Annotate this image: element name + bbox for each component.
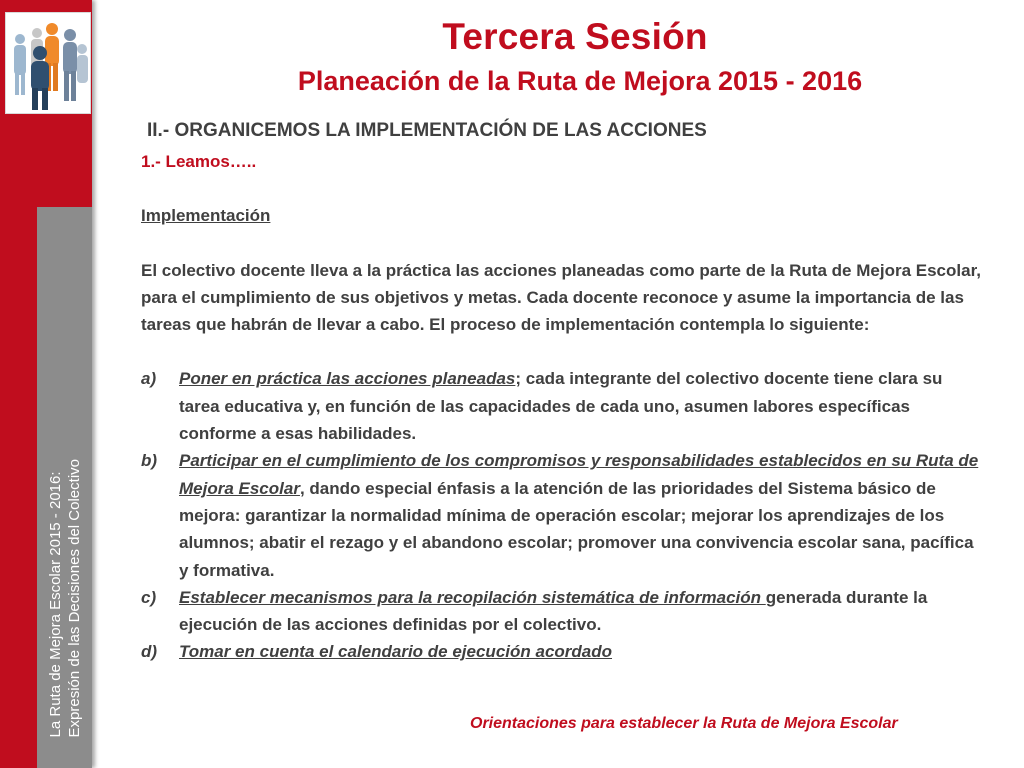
list-item bbox=[141, 638, 986, 665]
list-item-emphasis: Establecer mecanismos para la recopilación sistemática de información bbox=[179, 587, 766, 607]
page-title: Tercera Sesión bbox=[442, 16, 708, 57]
list-marker: a) bbox=[141, 369, 157, 389]
sidebar-caption-line2: Expresión de las Decisiones del Colectivo bbox=[65, 458, 83, 737]
section-heading: II.- ORGANICEMOS LA IMPLEMENTACIÓN DE LAS ACCIONES bbox=[147, 120, 707, 141]
list-marker: b) bbox=[141, 451, 158, 471]
list-item-emphasis: Participar en el cumplimiento de los compromisos y responsabilidades establecidos en su Ruta de Mejora Escolar bbox=[179, 451, 979, 498]
sidebar-vertical-caption bbox=[37, 207, 92, 737]
sidebar-caption-line1: La Ruta de Mejora Escolar 2015 - 2016: bbox=[46, 471, 64, 737]
implementation-heading: Implementación bbox=[141, 206, 271, 226]
step-label: 1.- Leamos….. bbox=[141, 152, 257, 171]
list-item-text: , dando especial énfasis a la atención de las prioridades del Sistema básico de mejora: garantizar la normalidad mínima de operación escolar; mejorar los aprendizajes de los alumnos; abatir el rezago y el abandono escolar; promover una convivencia escolar sana, pacífica y formativa. bbox=[179, 478, 974, 580]
slide-content bbox=[141, 148, 986, 666]
list-item-emphasis: Poner en práctica las acciones planeadas bbox=[179, 369, 516, 389]
list-item-emphasis: Tomar en cuenta el calendario de ejecución acordado bbox=[179, 642, 613, 662]
list-item-text: generada durante la ejecución de las acciones definidas por el colectivo. bbox=[179, 587, 928, 635]
people-group-logo-icon bbox=[5, 12, 91, 114]
list-item bbox=[141, 584, 986, 639]
list-marker: d) bbox=[141, 642, 158, 662]
footer-source: Orientaciones para establecer la Ruta de Mejora Escolar bbox=[470, 715, 898, 732]
list-item bbox=[141, 365, 986, 447]
list-marker: c) bbox=[141, 587, 157, 607]
list-item-text: ; cada integrante del colectivo docente tiene clara su tarea educativa y, en función de las capacidades de cada uno, asumen labores específicas conforme a esas habilidades. bbox=[179, 369, 943, 444]
intro-paragraph: El colectivo docente lleva a la práctica las acciones planeadas como parte de la Ruta de Mejora Escolar, para el cumplimiento de sus objetivos y metas. Cada docente reconoce y asume la importancia de las tareas que habrán de llevar a cabo. El proceso de implementación contempla lo siguiente: bbox=[141, 260, 981, 335]
page-subtitle: Planeación de la Ruta de Mejora 2015 - 2016 bbox=[297, 66, 863, 96]
list-item bbox=[141, 447, 986, 583]
